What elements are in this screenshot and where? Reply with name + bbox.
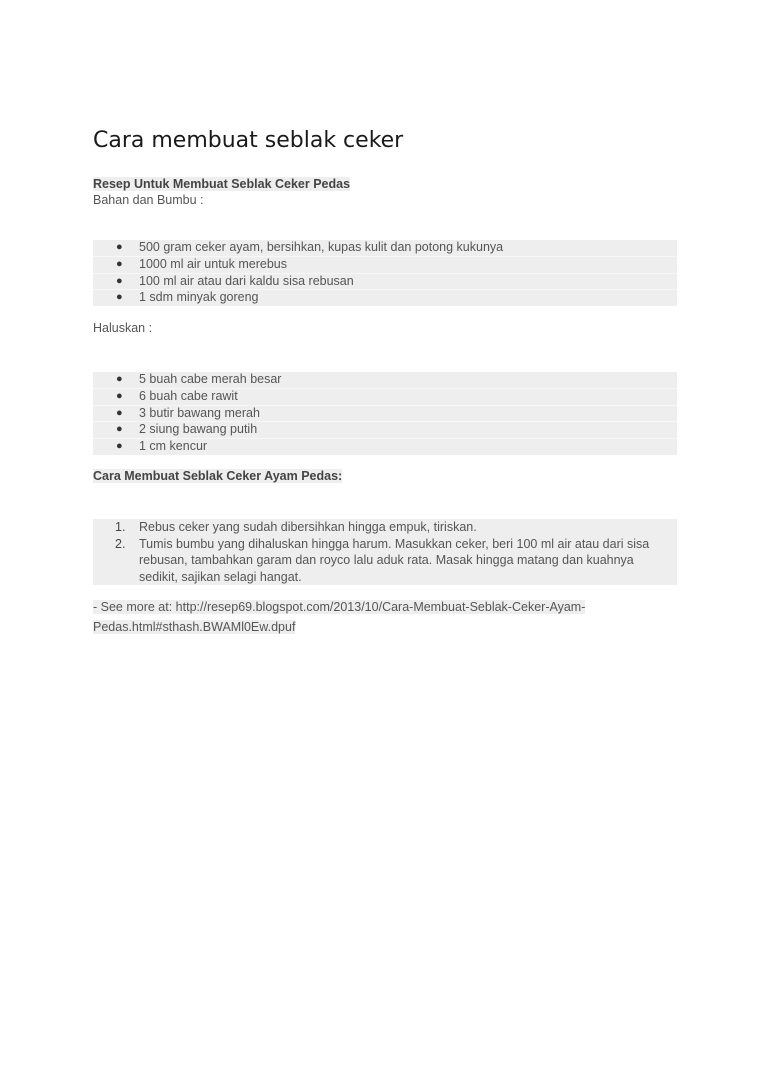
- bullet-icon: ●: [116, 440, 123, 453]
- step-text: Rebus ceker yang sudah dibersihkan hingga empuk, tiriskan.: [139, 520, 477, 534]
- list-item: [93, 519, 677, 536]
- bullet-icon: ●: [116, 241, 123, 253]
- step-text: Tumis bumbu yang dihaluskan hingga harum. Masukkan ceker, beri 100 ml air atau dari sisa rebusan, tambahkan garam dan royco lalu aduk rata. Masak hingga matang dan kuahnya sedikit, sajikan selagi hangat.: [139, 536, 650, 584]
- ingredient-text: 500 gram ceker ayam, bersihkan, kupas kulit dan potong kukunya: [139, 240, 504, 254]
- source-link[interactable]: [93, 597, 633, 637]
- paste-text: 1 cm kencur: [139, 439, 208, 454]
- bullet-icon: ●: [116, 406, 123, 419]
- recipe-subtitle-text: Resep Untuk Membuat Seblak Ceker Pedas: [93, 177, 351, 191]
- paste-list: [93, 372, 677, 455]
- page-title: Cara membuat seblak ceker: [93, 128, 404, 153]
- paste-label: Haluskan :: [93, 321, 153, 335]
- method-label-text: Cara Membuat Seblak Ceker Ayam Pedas:: [93, 469, 343, 483]
- list-item: [93, 372, 677, 388]
- list-item: [93, 273, 677, 290]
- bullet-icon: ●: [116, 389, 123, 402]
- list-item: [93, 421, 677, 438]
- recipe-subtitle: [93, 176, 350, 192]
- list-item: [93, 536, 677, 586]
- ingredients-list: [93, 240, 677, 306]
- method-label: [93, 468, 342, 484]
- bullet-icon: ●: [116, 423, 123, 436]
- source-link-text[interactable]: - See more at: http://resep69.blogspot.com/2013/10/Cara-Membuat-Seblak-Ceker-Ayam-Pedas.html#sthash.BWAMl0Ew.dpuf: [93, 600, 586, 634]
- ingredient-text: 1000 ml air untuk merebus: [139, 256, 287, 271]
- step-number: 2.: [115, 536, 126, 551]
- step-number: 1.: [115, 520, 126, 534]
- paste-text: 5 buah cabe merah besar: [139, 372, 282, 386]
- steps-list: [93, 519, 677, 585]
- bullet-icon: ●: [116, 373, 123, 385]
- paste-text: 3 butir bawang merah: [139, 405, 260, 420]
- paste-text: 2 siung bawang putih: [139, 422, 258, 437]
- ingredient-text: 100 ml air atau dari kaldu sisa rebusan: [139, 273, 354, 288]
- bullet-icon: ●: [116, 291, 123, 304]
- bullet-icon: ●: [116, 257, 123, 270]
- paste-text: 6 buah cabe rawit: [139, 388, 238, 403]
- list-item: [93, 405, 677, 422]
- list-item: [93, 289, 677, 306]
- bullet-icon: ●: [116, 274, 123, 287]
- list-item: [93, 240, 677, 256]
- list-item: [93, 256, 677, 273]
- list-item: [93, 438, 677, 455]
- list-item: [93, 388, 677, 405]
- ingredients-label: Bahan dan Bumbu :: [93, 193, 204, 207]
- ingredient-text: 1 sdm minyak goreng: [139, 290, 259, 305]
